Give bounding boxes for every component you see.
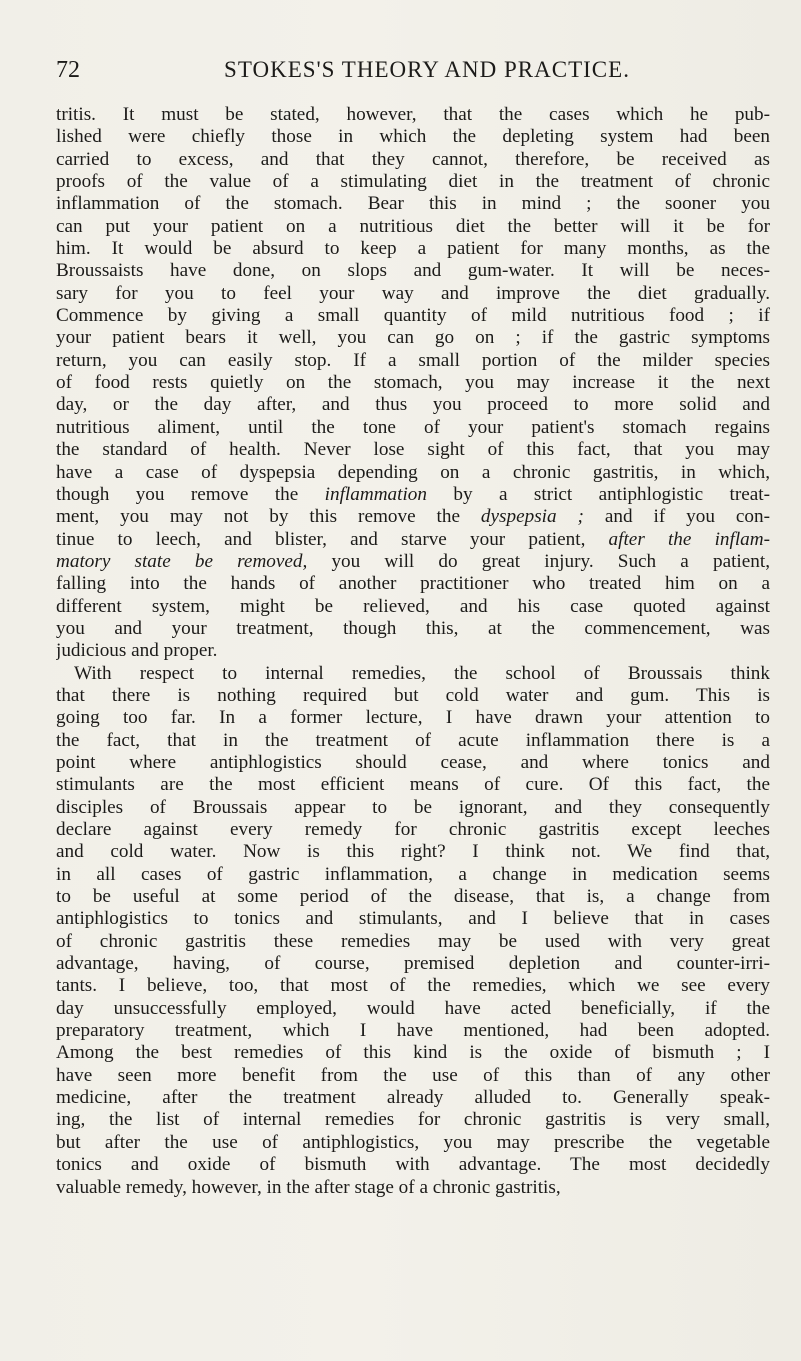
text-run: in all cases of gastric inflammation, a change in medication seems xyxy=(56,863,770,885)
text-line xyxy=(56,774,770,796)
text-run: and if you con- xyxy=(583,506,770,528)
text-run: tants. I believe, too, that most of the remedies, which we see every xyxy=(56,975,770,997)
text-line xyxy=(56,864,770,886)
text-run: With respect to internal remedies, the school of Broussais think xyxy=(74,662,770,684)
text-run: inflammation of the stomach. Bear this in mind ; the sooner you xyxy=(56,193,770,215)
text-line xyxy=(56,1154,770,1176)
italic-text: after the inflam- xyxy=(608,528,770,550)
italic-text: matory state be removed, xyxy=(56,550,308,572)
text-line xyxy=(56,417,770,439)
text-run: different system, might be relieved, and his case quoted against xyxy=(56,595,770,617)
text-line xyxy=(56,819,770,841)
text-run: return, you can easily stop. If a small portion of the milder species xyxy=(56,349,770,371)
text-line xyxy=(56,1042,770,1064)
text-line xyxy=(56,573,770,595)
text-line xyxy=(56,484,770,506)
text-run: of food rests quietly on the stomach, you may increase it the next xyxy=(56,372,770,394)
text-run: have a case of dyspepsia depending on a chronic gastritis, in which, xyxy=(56,461,770,483)
text-run: tonics and oxide of bismuth with advantage. The most decidedly xyxy=(56,1154,770,1176)
text-line xyxy=(56,1132,770,1154)
text-run: proofs of the value of a stimulating diet in the treatment of chronic xyxy=(56,171,770,193)
text-line xyxy=(56,953,770,975)
text-run: but after the use of antiphlogistics, you may prescribe the vegetable xyxy=(56,1131,770,1153)
text-run: falling into the hands of another practitioner who treated him on a xyxy=(56,573,770,595)
text-line xyxy=(56,908,770,930)
italic-text: inflammation xyxy=(324,483,427,505)
text-run: lished were chiefly those in which the depleting system had been xyxy=(56,126,770,148)
text-line xyxy=(56,283,770,305)
page-header xyxy=(56,52,770,88)
text-run: point where antiphlogistics should cease, and where tonics and xyxy=(56,751,770,773)
running-title: STOKES'S THEORY AND PRACTICE. xyxy=(224,57,630,82)
text-run: the standard of health. Never lose sight of this fact, that you may xyxy=(56,439,770,461)
text-line xyxy=(56,1177,770,1199)
text-run: have seen more benefit from the use of this than of any other xyxy=(56,1064,770,1086)
text-run: by a strict antiphlogistic treat- xyxy=(427,483,770,505)
text-line xyxy=(56,149,770,171)
text-line xyxy=(56,841,770,863)
text-line xyxy=(56,305,770,327)
page-number: 72 xyxy=(56,57,80,83)
text-line xyxy=(56,216,770,238)
text-run: and cold water. Now is this right? I think not. We find that, xyxy=(56,841,770,863)
text-line xyxy=(56,1065,770,1087)
text-run: tinue to leech, and blister, and starve your patient, xyxy=(56,528,609,550)
italic-text: dyspepsia ; xyxy=(480,506,584,528)
text-line xyxy=(56,730,770,752)
text-run: tritis. It must be stated, however, that the cases which he pub- xyxy=(56,104,770,125)
text-line xyxy=(56,752,770,774)
text-line xyxy=(56,439,770,461)
text-run: the fact, that in the treatment of acute inflammation there is a xyxy=(56,729,770,751)
text-run: sary for you to feel your way and improve the diet gradually. xyxy=(56,282,770,304)
text-line xyxy=(56,685,770,707)
text-run: day, or the day after, and thus you proceed to more solid and xyxy=(56,394,770,416)
text-line xyxy=(56,998,770,1020)
text-run: you will do great injury. Such a patient, xyxy=(307,550,770,572)
text-run: to be useful at some period of the disease, that is, a change from xyxy=(56,886,770,908)
text-line xyxy=(56,238,770,260)
text-line xyxy=(56,104,770,126)
text-run: judicious and proper. xyxy=(56,640,218,662)
text-run: nutritious aliment, until the tone of your patient's stomach regains xyxy=(56,416,770,438)
text-run: though you remove the xyxy=(56,483,325,505)
text-run: declare against every remedy for chronic gastritis except leeches xyxy=(56,819,770,840)
text-run: disciples of Broussais appear to be ignorant, and they consequently xyxy=(56,796,770,818)
text-run: day unsuccessfully employed, would have acted beneficially, if the xyxy=(56,997,770,1019)
text-run: Broussaists have done, on slops and gum-water. It will be neces- xyxy=(56,260,770,282)
text-line xyxy=(56,171,770,193)
text-run: you and your treatment, though this, at the commencement, was xyxy=(56,617,770,639)
text-run: of chronic gastritis these remedies may be used with very great xyxy=(56,930,770,952)
body-text xyxy=(56,104,770,1199)
text-run: ment, you may not by this remove the xyxy=(56,506,481,528)
text-line xyxy=(56,1109,770,1131)
text-line xyxy=(56,462,770,484)
text-line xyxy=(56,372,770,394)
text-run: your patient bears it well, you can go on ; if the gastric symptoms xyxy=(56,327,770,349)
text-run: him. It would be absurd to keep a patient for many months, as the xyxy=(56,238,770,260)
text-run: carried to excess, and that they cannot, therefore, be received as xyxy=(56,148,770,170)
text-run: valuable remedy, however, in the after stage of a chronic gastritis, xyxy=(56,1176,561,1198)
text-line xyxy=(56,975,770,997)
text-line xyxy=(56,1087,770,1109)
text-run: Commence by giving a small quantity of mild nutritious food ; if xyxy=(56,305,770,327)
text-line xyxy=(56,640,770,662)
text-run: can put your patient on a nutritious diet the better will it be for xyxy=(56,215,770,237)
text-run: going too far. In a former lecture, I have drawn your attention to xyxy=(56,707,770,729)
text-run: preparatory treatment, which I have mentioned, had been adopted. xyxy=(56,1020,770,1042)
text-line xyxy=(56,350,770,372)
text-run: stimulants are the most efficient means of cure. Of this fact, the xyxy=(56,774,770,796)
text-line xyxy=(56,327,770,349)
text-run: advantage, having, of course, premised depletion and counter-irri- xyxy=(56,953,770,975)
text-line xyxy=(56,260,770,282)
text-line xyxy=(56,707,770,729)
text-line xyxy=(56,1020,770,1042)
text-line xyxy=(56,663,770,685)
text-run: ing, the list of internal remedies for chronic gastritis is very small, xyxy=(56,1109,770,1131)
text-line xyxy=(56,931,770,953)
text-run: that there is nothing required but cold water and gum. This is xyxy=(56,684,770,706)
text-run: antiphlogistics to tonics and stimulants, and I believe that in cases xyxy=(56,908,770,930)
text-line xyxy=(56,797,770,819)
text-line xyxy=(56,886,770,908)
text-line xyxy=(56,551,770,573)
text-line xyxy=(56,618,770,640)
text-line xyxy=(56,126,770,148)
text-run: Among the best remedies of this kind is the oxide of bismuth ; I xyxy=(56,1042,770,1064)
text-line xyxy=(56,394,770,416)
text-run: medicine, after the treatment already alluded to. Generally speak- xyxy=(56,1087,770,1109)
text-line xyxy=(56,193,770,215)
text-line xyxy=(56,596,770,618)
text-line xyxy=(56,506,770,528)
text-line xyxy=(56,529,770,551)
